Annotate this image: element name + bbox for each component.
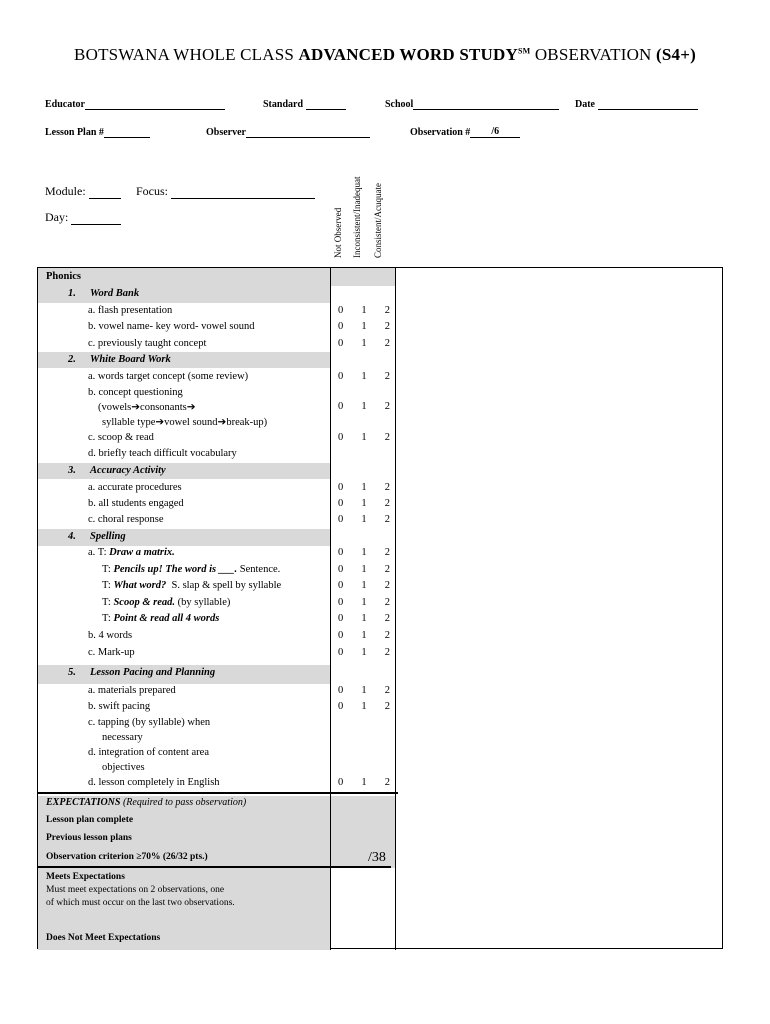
score-options[interactable]: 0 1 2 <box>338 305 390 316</box>
score-options[interactable]: 0 1 2 <box>338 321 390 332</box>
score-options[interactable]: 0 1 2 <box>338 401 390 412</box>
score-options[interactable]: 0 1 2 <box>338 597 390 608</box>
score-options[interactable]: 0 1 2 <box>338 685 390 696</box>
column-header-not-observed: Not Observed <box>333 207 343 258</box>
score-options[interactable]: 0 1 2 <box>338 547 390 558</box>
page-title: BOTSWANA WHOLE CLASS ADVANCED WORD STUDY℠ OBSERVATION (S4+) <box>74 45 696 64</box>
score-options[interactable]: 0 1 2 <box>338 564 390 575</box>
column-header-inconsistent: Inconsistent/Inadequat <box>352 176 362 258</box>
score-options[interactable]: 0 1 2 <box>338 777 390 788</box>
lesson-plan-field[interactable]: Lesson Plan # <box>45 126 150 138</box>
column-header-consistent: Consistent/Acuquate <box>373 183 383 258</box>
score-options[interactable]: 0 1 2 <box>338 432 390 443</box>
score-options[interactable]: 0 1 2 <box>338 371 390 382</box>
observation-table: Phonics 1. Word Bank a. flash presentation 0 1 2 b. vowel name- key word- vowel sound 0 1 2 c. previously taught concept 0 1 2 2. White Board Work a. words target concept (some review) 0 1 2 b. concept questioning (vowels➔consonants➔ 0 1 2 syllable type➔vowel sound➔break-up) c. scoop & read 0 1 2 d. briefly teach difficult vocabulary 3. Accuracy Activity a. accurate procedures 0 1 2 b. all students engaged 0 1 2 c. choral response 0 1 2 4. Spelling a. T: Draw a matrix. 0 1 2 T: Pencils up! The word is ___. Sentence. 0 1 2 T: What word? S. slap & spell by syllable 0 1 2 T: Scoop & read. (by syllable) 0 1 2 T: Point & read all 4 words 0 1 2 b. 4 words 0 1 2 c. Mark-up 0 1 2 5. Lesson Pacing and Planning a. materials prepared 0 1 2 b. swift pacing 0 1 2 c. tapping (by syllable) when necessary d. integration of content area objectives d. lesson completely in English 0 1 2 EXPECTATIONS (Required to pass observation) Lesson plan complete Previous lesson plans Observation criterion ≥70% (26/32 pts.) /38 Meets Expectations Must meet expectations on 2 observations, one of which must occur on the last two observations. Does Not Meet Expectations <box>37 267 723 949</box>
score-options[interactable]: 0 1 2 <box>338 701 390 712</box>
score-options[interactable]: 0 1 2 <box>338 580 390 591</box>
day-field[interactable]: Day: <box>45 210 121 225</box>
score-options[interactable]: 0 1 2 <box>338 338 390 349</box>
date-field[interactable]: Date <box>575 98 698 110</box>
score-options[interactable]: 0 1 2 <box>338 613 390 624</box>
school-field[interactable]: School <box>385 98 559 110</box>
total-score: /38 <box>368 850 386 865</box>
score-options[interactable]: 0 1 2 <box>338 482 390 493</box>
observer-field[interactable]: Observer <box>206 126 370 138</box>
module-field[interactable]: Module: <box>45 184 121 199</box>
educator-field[interactable]: Educator <box>45 98 225 110</box>
focus-field[interactable]: Focus: <box>136 184 315 199</box>
score-options[interactable]: 0 1 2 <box>338 514 390 525</box>
score-options[interactable]: 0 1 2 <box>338 498 390 509</box>
observation-number-field[interactable]: Observation # /6 <box>410 126 520 138</box>
standard-field[interactable]: Standard <box>263 98 346 110</box>
score-options[interactable]: 0 1 2 <box>338 647 390 658</box>
score-options[interactable]: 0 1 2 <box>338 630 390 641</box>
